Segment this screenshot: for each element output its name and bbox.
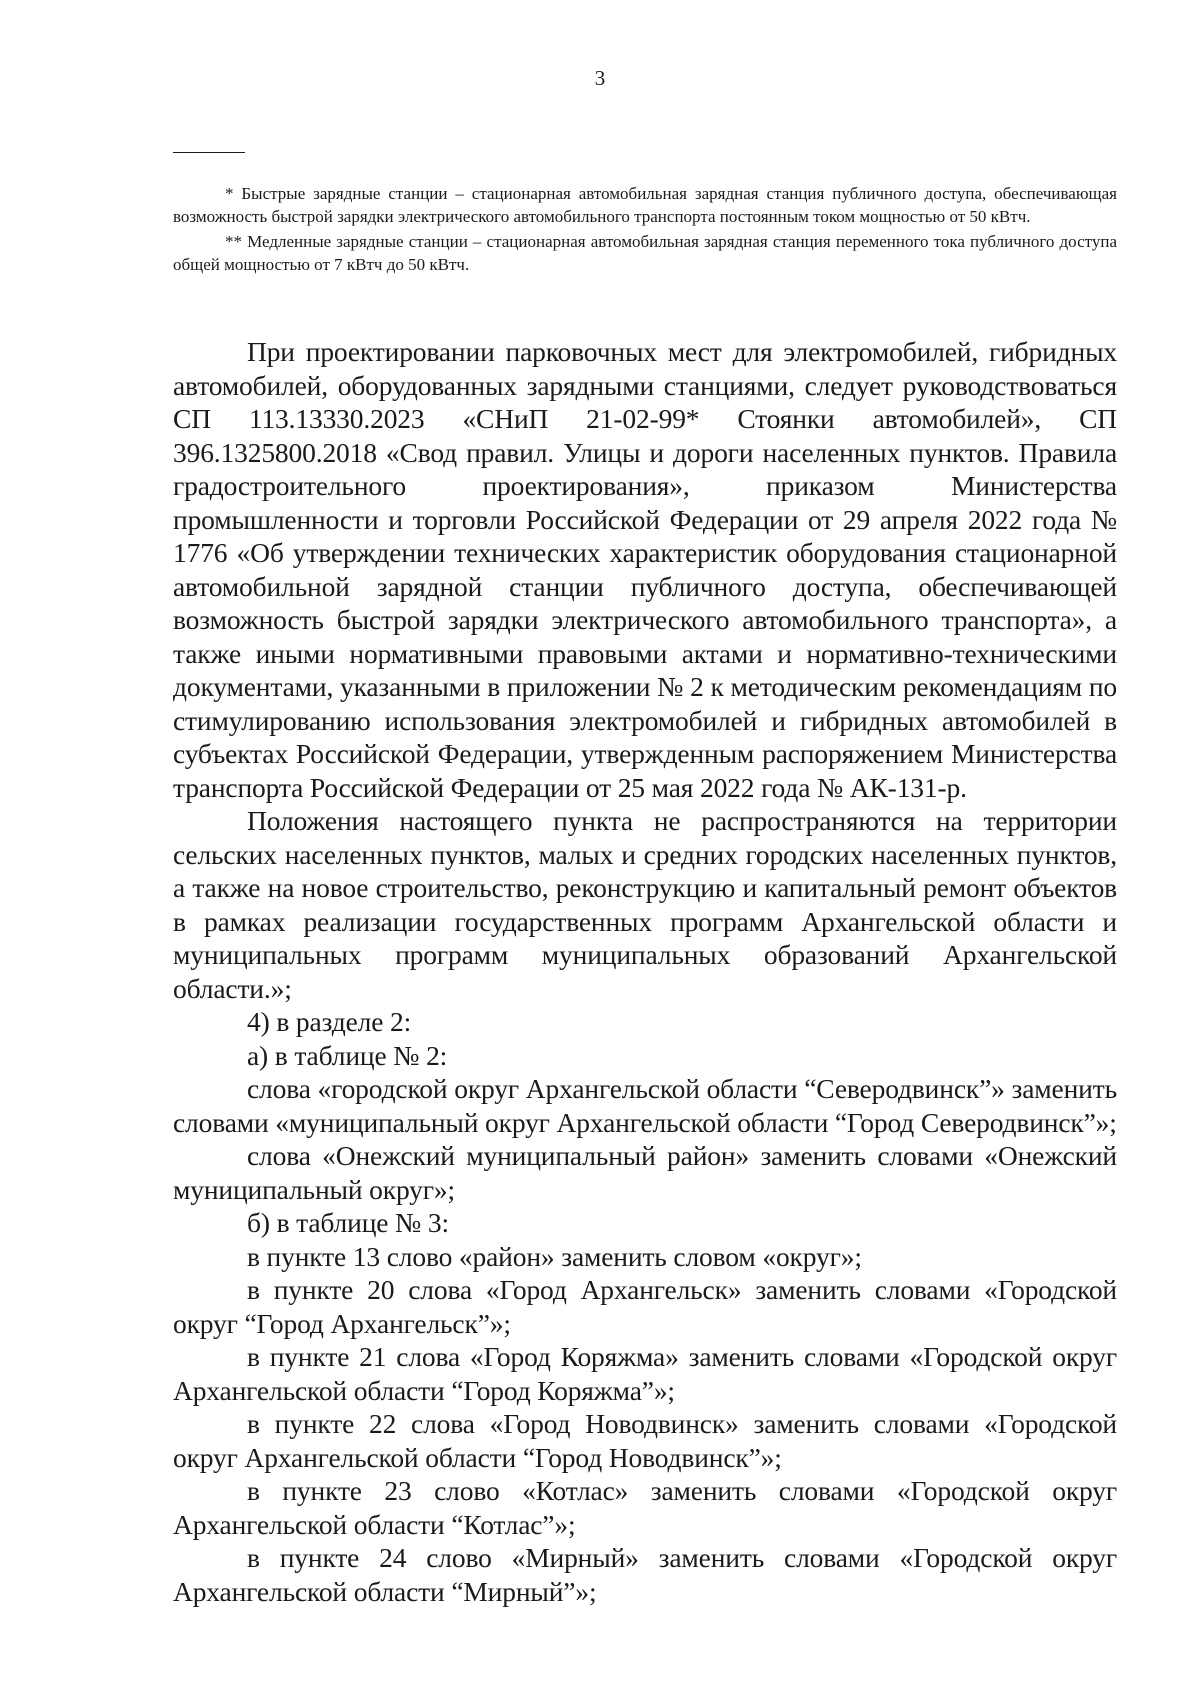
footnote-separator <box>173 152 245 153</box>
paragraph-item-22: в пункте 22 слова «Город Новодвинск» заменить словами «Городской округ Архангельской области “Город Новодвинск”»; <box>173 1408 1117 1473</box>
paragraph-item-13: в пункте 13 слово «район» заменить словом «округ»; <box>247 1240 862 1272</box>
paragraph-item-23: в пункте 23 слово «Котлас» заменить словами «Городской округ Архангельской области “Котлас”»; <box>173 1475 1117 1540</box>
paragraph-table-2: а) в таблице № 2: <box>247 1039 448 1071</box>
paragraph-table-3: б) в таблице № 3: <box>247 1207 449 1238</box>
paragraph-exemptions: Положения настоящего пункта не распространяются на территории сельских населенных пунктов, малых и средних городских населенных пунктов, а также на новое строительство, реконструкцию и капитальный ремонт объектов в рамках реализации государственных программ Архангельской области и муниципальных программ муниципальных образований Архангельской области.»; <box>173 805 1117 1004</box>
paragraph-severodvinsk: слова «городской округ Архангельской области “Северодвинск”» заменить словами «муниципальный округ Архангельской области “Город Северодвинск”»; <box>173 1073 1117 1138</box>
footnote-fast-charging: * Быстрые зарядные станции – стационарная автомобильная зарядная станция публичного доступа, обеспечивающая возможность быстрой зарядки электрического автомобильного транспорта постоянным током мощностью от 50 кВтч. <box>173 184 1117 226</box>
paragraph-item-20: в пункте 20 слова «Город Архангельск» заменить словами «Городской округ “Город Архангельск”»; <box>173 1274 1117 1339</box>
paragraph-onega: слова «Онежский муниципальный район» заменить словами «Онежский муниципальный округ»; <box>173 1140 1117 1205</box>
footnotes <box>173 182 1117 278</box>
paragraph-item-24: в пункте 24 слово «Мирный» заменить словами «Городской округ Архангельской области “Мирный”»; <box>173 1542 1117 1607</box>
paragraph-section-2: 4) в разделе 2: <box>247 1006 412 1037</box>
document-body <box>173 335 1117 1608</box>
paragraph-parking-design: При проектировании парковочных мест для электромобилей, гибридных автомобилей, оборудованных зарядными станциями, следует руководствоваться СП 113.13330.2023 «СНиП 21-02-99* Стоянки автомобилей», СП 396.1325800.2018 «Свод правил. Улицы и дороги населенных пунктов. Правила градостроительного проектирования», приказом Министерства промышленности и торговли Российской Федерации от 29 апреля 2022 года № 1776 «Об утверждении технических характеристик оборудования стационарной автомобильной зарядной станции публичного доступа, обеспечивающей возможность быстрой зарядки электрического автомобильного транспорта», а также иными нормативными правовыми актами и нормативно-техническими документами, указанными в приложении № 2 к методическим рекомендациям по стимулированию использования электромобилей и гибридных автомобилей в субъектах Российской Федерации, утвержденным распоряжением Министерства транспорта Российской Федерации от 25 мая 2022 года № АК-131-р. <box>173 336 1117 803</box>
page-number: 3 <box>594 66 606 90</box>
paragraph-item-21: в пункте 21 слова «Город Коряжма» заменить словами «Городской округ Архангельской области “Город Коряжма”»; <box>173 1341 1117 1406</box>
footnote-slow-charging: ** Медленные зарядные станции – стационарная автомобильная зарядная станция переменного тока публичного доступа общей мощностью от 7 кВтч до 50 кВтч. <box>173 232 1117 274</box>
